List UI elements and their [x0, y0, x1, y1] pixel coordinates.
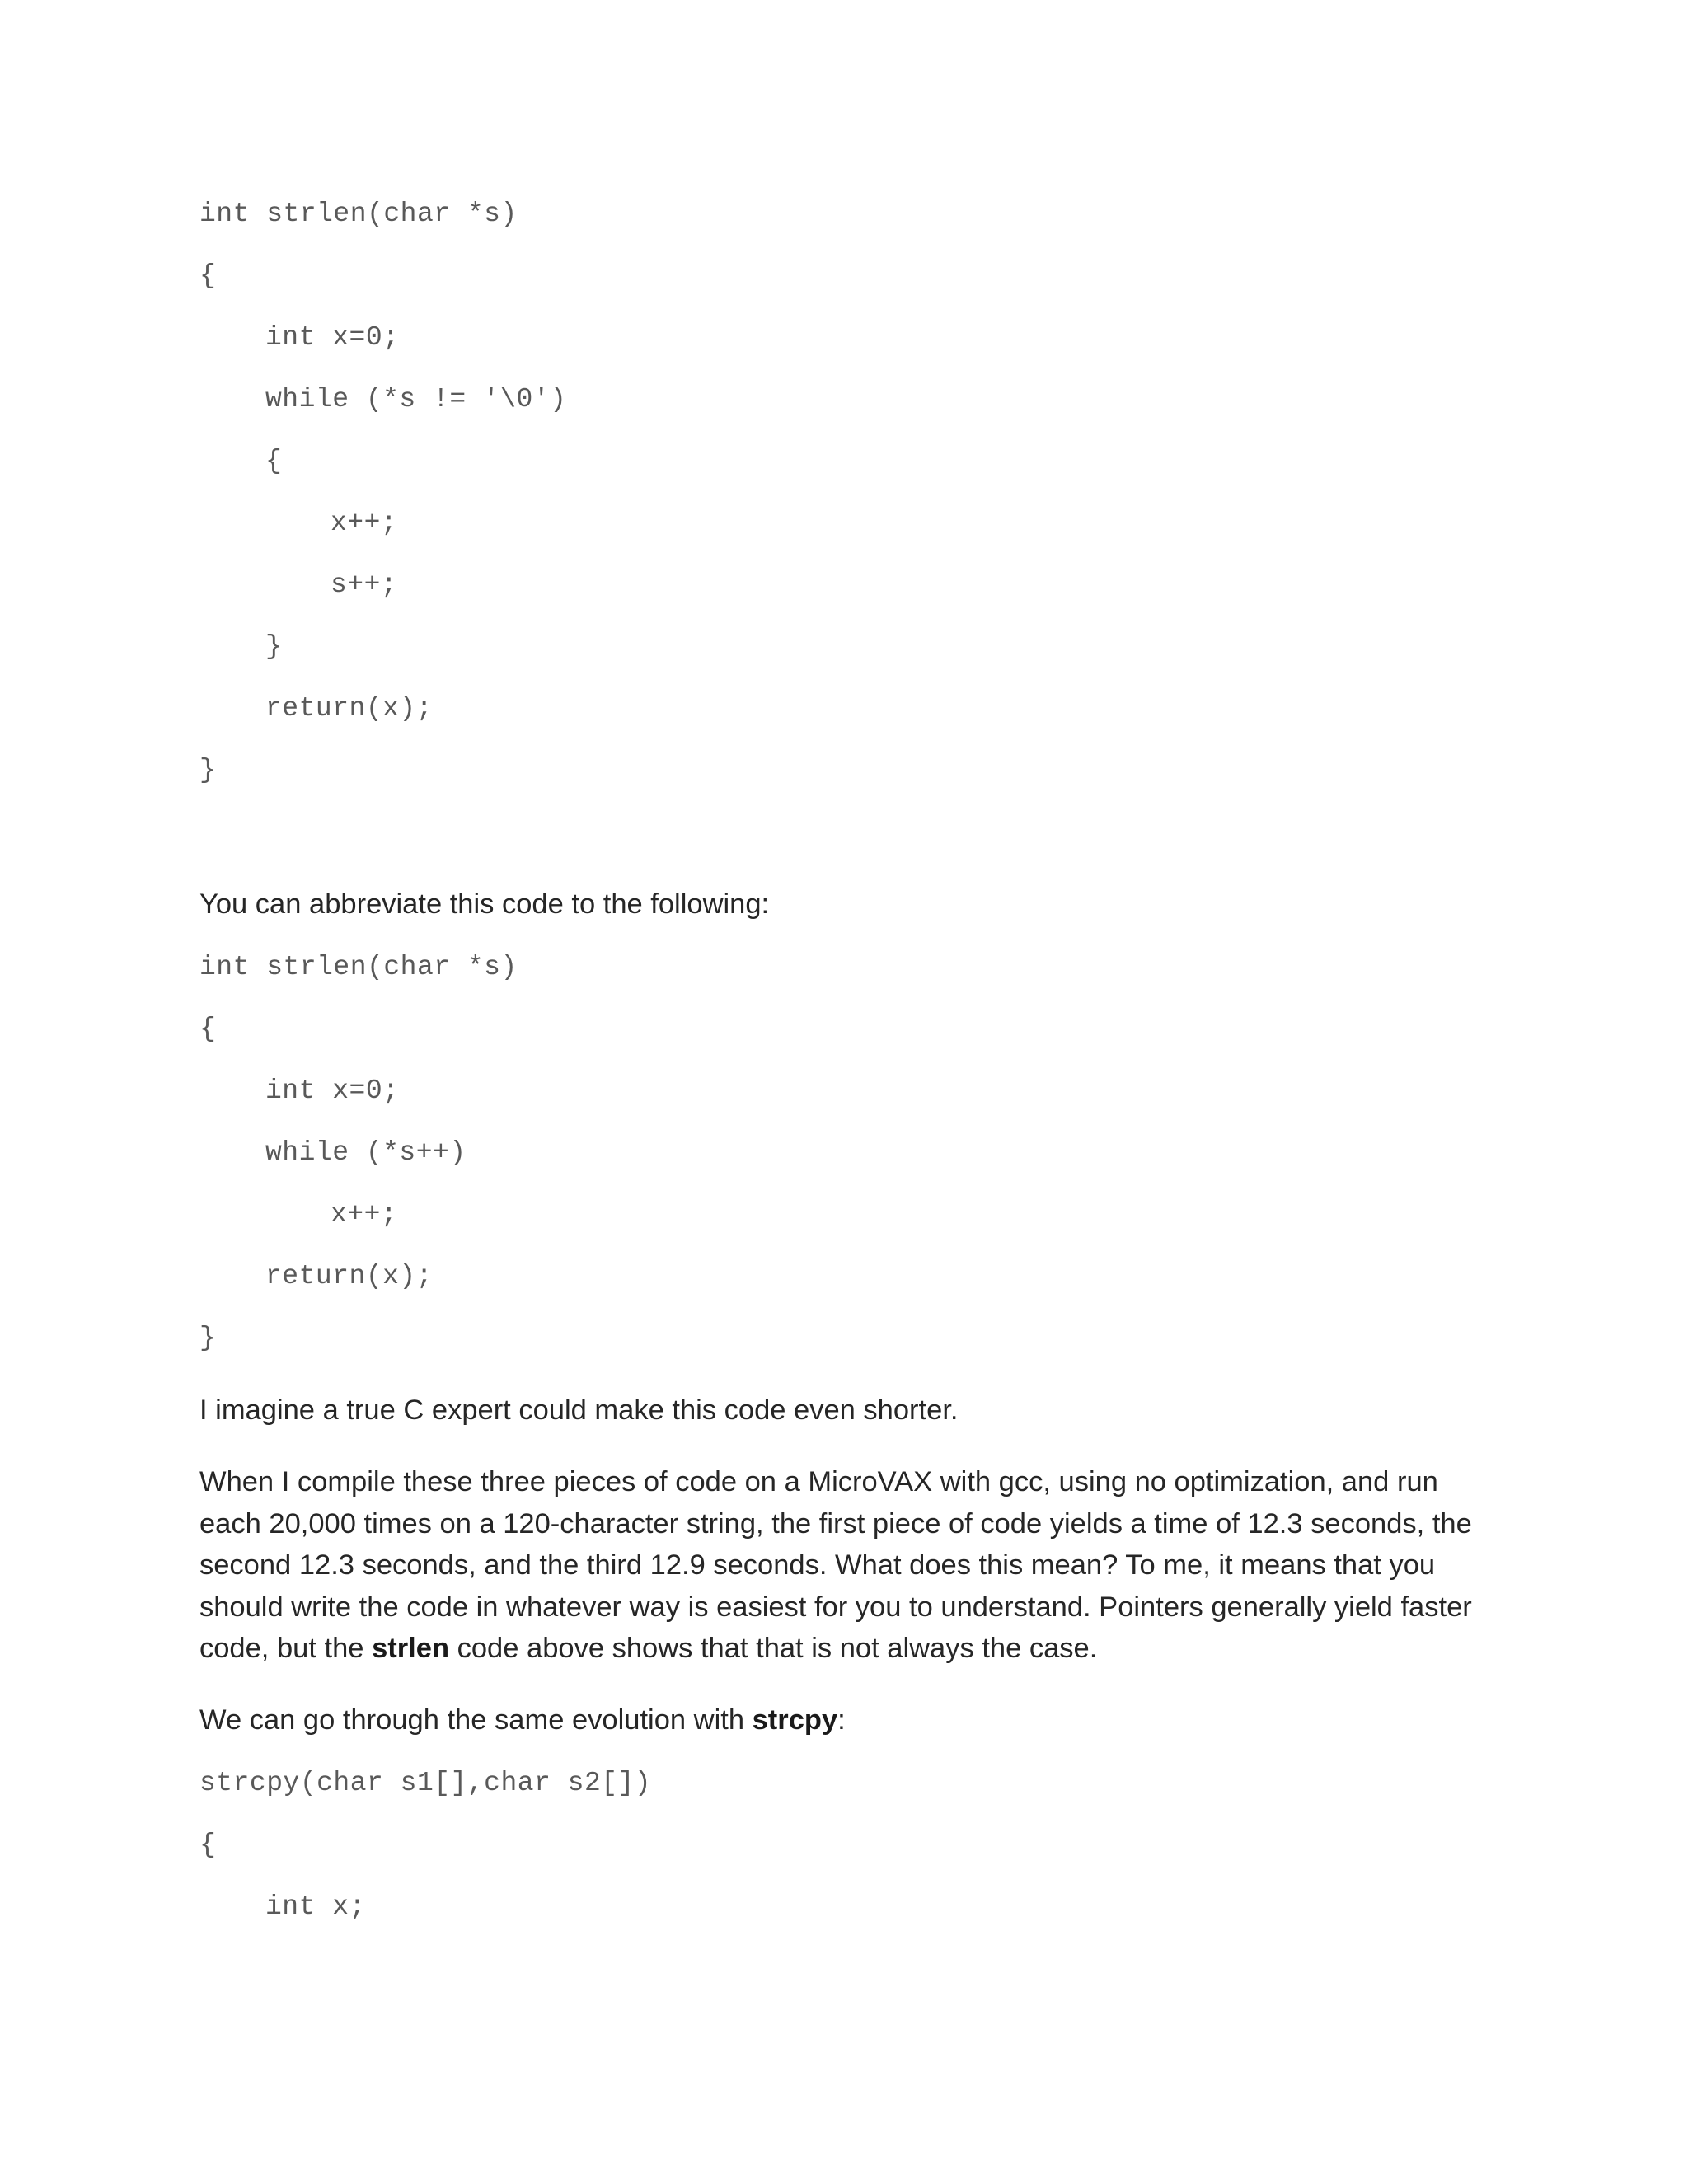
code-line: { [265, 446, 283, 476]
code-line: int strlen(char *s) [199, 199, 518, 229]
code-line: x++; [331, 1199, 398, 1230]
code-line: int strlen(char *s) [199, 952, 518, 982]
paragraph-text: code above shows that that is not always the case. [449, 1633, 1098, 1664]
code-line: return(x); [265, 1261, 434, 1291]
code-line: x++; [331, 508, 398, 538]
paragraph-text: When I compile these three pieces of code on a MicroVAX with gcc, using no optimization, and run each 20,000 times on a 120-character string, the first piece of code yields a time of 12.3 seconds, the second 12.3 seconds, and the third 12.9 seconds. What does this mean? To me, it means that you should write the code in whatever way is easiest for you to understand. Pointers generally yield faster code, but the [199, 1466, 1472, 1664]
code-line: { [199, 1014, 217, 1044]
code-line: strcpy(char s1[],char s2[]) [199, 1768, 652, 1798]
code-line: { [199, 1830, 217, 1860]
code-line: } [199, 1323, 217, 1353]
code-line: int x=0; [265, 1076, 400, 1106]
paragraph-evolution [199, 1699, 1485, 1741]
code-line: } [199, 755, 217, 785]
code-line: while (*s++) [265, 1137, 467, 1168]
paragraph-expert: I imagine a true C expert could make this code even shorter. [199, 1394, 959, 1426]
code-line: while (*s != '\0') [265, 384, 567, 415]
paragraph-text: We can go through the same evolution with [199, 1704, 753, 1736]
code-line: int x; [265, 1891, 366, 1922]
paragraph-text: : [837, 1704, 846, 1736]
inline-code-strcpy: strcpy [752, 1704, 838, 1736]
code-line: s++; [331, 569, 398, 600]
inline-code-strlen: strlen [372, 1633, 450, 1664]
code-line: } [265, 631, 283, 662]
paragraph-abbreviate: You can abbreviate this code to the following: [199, 888, 770, 920]
code-line: { [199, 260, 217, 291]
code-line: return(x); [265, 693, 434, 724]
paragraph-compile [199, 1461, 1485, 1670]
code-line: int x=0; [265, 322, 400, 353]
